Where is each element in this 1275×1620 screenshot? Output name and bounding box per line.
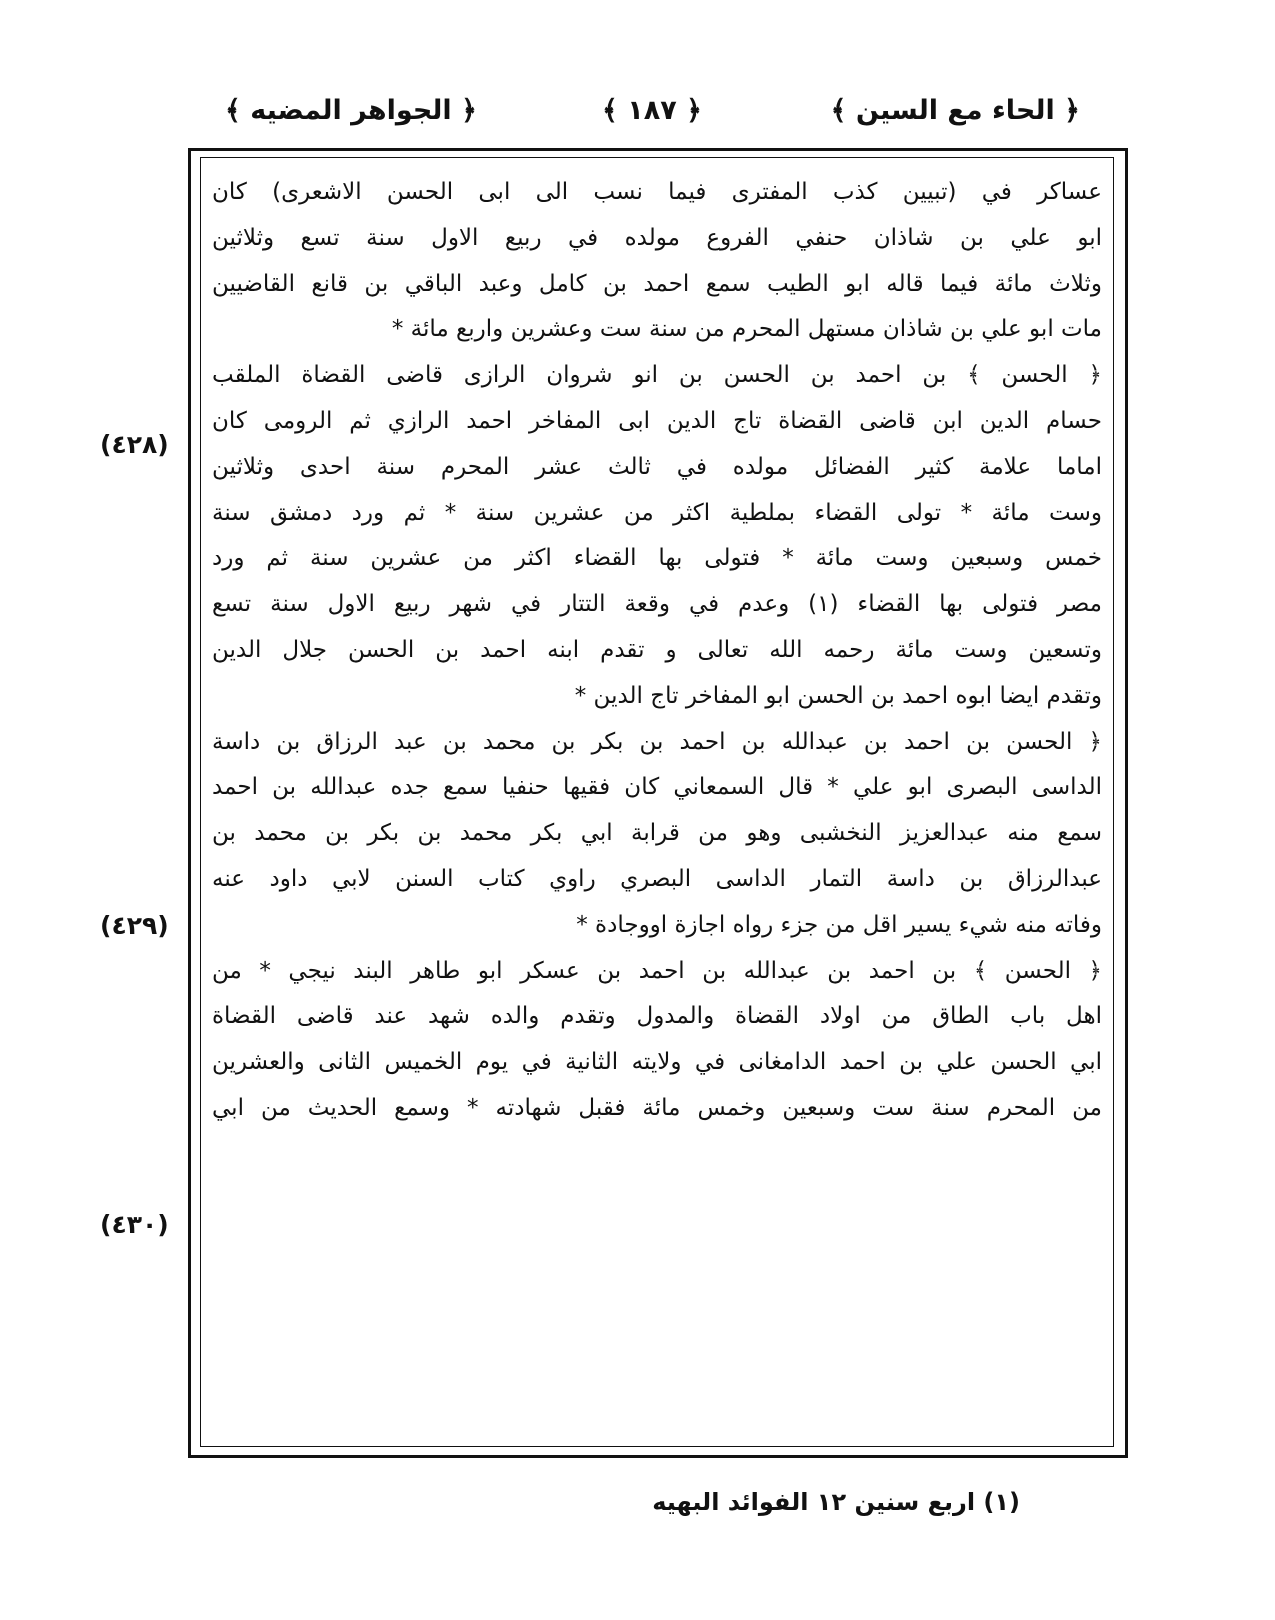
text-line: وثلاث مائة فيما قاله ابو الطيب سمع احمد بن كامل وعبد الباقي بن قانع القاضيين <box>212 270 1102 297</box>
entry-number-428: (٤٢٨) <box>100 430 169 459</box>
entry-number-429: (٤٢٩) <box>100 911 169 940</box>
text-line: اهل باب الطاق من اولاد القضاة والمدول وتقدم والده شهد عند قاضى القضاة <box>212 1003 1102 1030</box>
text-line: اماما علامة كثير الفضائل مولده في ثالث عشر المحرم سنة احدى وثلاثين <box>212 453 1102 480</box>
page-header <box>225 95 1080 145</box>
text-line: حسام الدين ابن قاضى القضاة تاج الدين ابى المفاخر احمد الرازي ثم الرومى كان <box>212 407 1102 434</box>
text-line: وفاته منه شيء يسير اقل من جزء رواه اجازة اووجادة * <box>576 911 1102 938</box>
text-line: سمع منه عبدالعزيز النخشبى وهو من قرابة ابي بكر محمد بن بكر بن محمد بن <box>212 820 1102 847</box>
entry-heading-line: ﴿ الحسن بن احمد بن عبدالله بن احمد بن بكر بن محمد بن عبد الرزاق بن داسة <box>212 728 1102 755</box>
entry-number-430: (٤٣٠) <box>100 1210 169 1239</box>
book-title: ﴿ الجواهر المضيه ﴾ <box>225 95 477 126</box>
text-line: ابو علي بن شاذان حنفي الفروع مولده في ربيع الاول سنة تسع وثلاثين <box>212 224 1102 251</box>
text-line: مصر فتولى بها القضاء (١) وعدم في وقعة التتار في شهر ربيع الاول سنة تسع <box>212 591 1102 618</box>
text-line: وست مائة * تولى القضاء بملطية اكثر من عشرين سنة * ثم ورد دمشق سنة <box>212 499 1102 526</box>
text-line: عبدالرزاق بن داسة التمار الداسى البصري راوي كتاب السنن لابي داود عنه <box>212 865 1102 892</box>
text-line: ابي الحسن علي بن احمد الدامغانى في ولايته الثانية في يوم الخميس الثانى والعشرين <box>212 1049 1102 1076</box>
chapter-heading: ﴿ الحاء مع السين ﴾ <box>830 95 1080 126</box>
entry-heading-line: ﴿ الحسن ﴾ بن احمد بن عبدالله بن احمد بن عسكر ابو طاهر البند نيجي * من <box>212 957 1102 984</box>
text-line: وتسعين وست مائة رحمه الله تعالى و تقدم ابنه احمد بن الحسن جلال الدين <box>212 636 1102 663</box>
page-number: ﴿ ١٨٧ ﴾ <box>602 95 702 126</box>
text-line: من المحرم سنة ست وسبعين وخمس مائة فقبل شهادته * وسمع الحديث من ابي <box>212 1094 1102 1121</box>
text-line: عساكر في (تبيين كذب المفترى فيما نسب الى ابى الحسن الاشعرى) كان <box>212 179 1102 205</box>
footnote: (١) اربع سنين ١٢ الفوائد البهيه <box>652 1488 1020 1516</box>
text-line: الداسى البصرى ابو علي * قال السمعاني كان فقيها حنفيا سمع جده عبدالله بن احمد <box>212 774 1102 801</box>
text-line: مات ابو علي بن شاذان مستهل المحرم من سنة ست وعشرين واربع مائة * <box>391 316 1102 343</box>
main-text <box>212 170 1102 1132</box>
text-line: وتقدم ايضا ابوه احمد بن الحسن ابو المفاخر تاج الدين * <box>574 682 1102 709</box>
entry-heading-line: ﴿ الحسن ﴾ بن احمد بن الحسن بن انو شروان الرازى قاضى القضاة الملقب <box>212 362 1102 389</box>
text-line: خمس وسبعين وست مائة * فتولى بها القضاء اكثر من عشرين سنة ثم ورد <box>212 545 1102 572</box>
